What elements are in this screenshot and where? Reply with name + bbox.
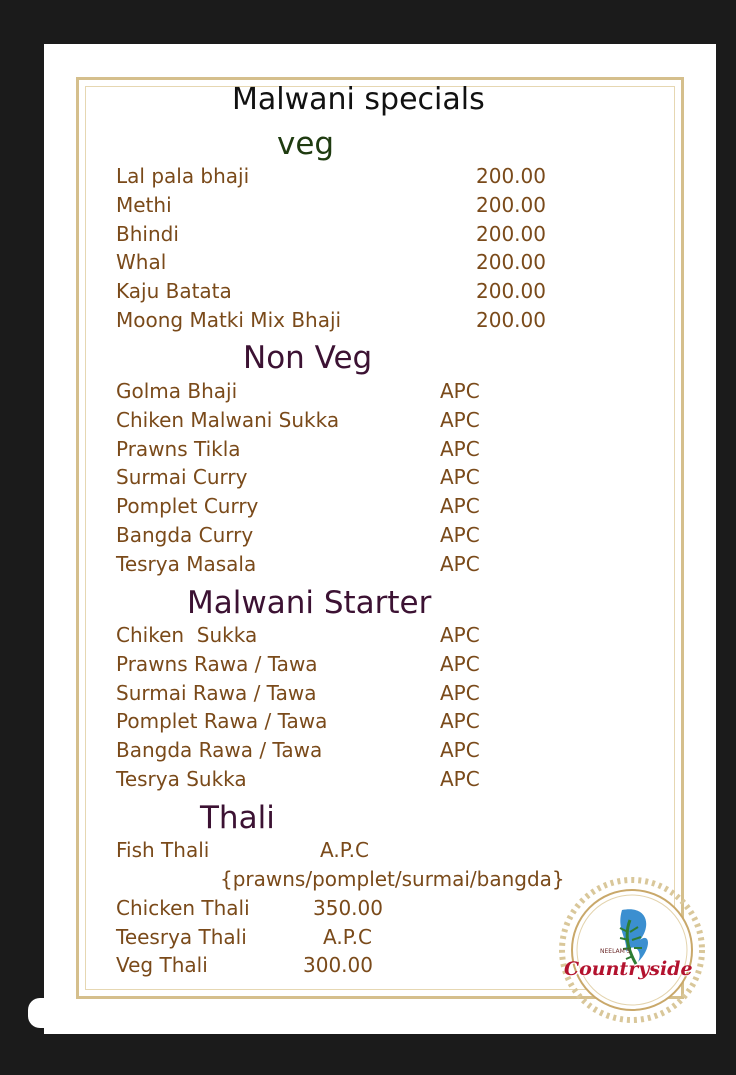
fish-thali-note: {prawns/pomplet/surmai/bangda} — [220, 867, 565, 891]
menu-item-price: 350.00 — [313, 896, 383, 920]
menu-item-name: Whal — [116, 250, 167, 274]
menu-item-name: Golma Bhaji — [116, 379, 238, 403]
menu-item-price: APC — [440, 681, 480, 705]
menu-item-price: A.P.C — [320, 838, 369, 862]
logo-small-text: NEELAM'S — [600, 948, 631, 955]
menu-item-price: APC — [440, 494, 480, 518]
menu-item-name: Fish Thali — [116, 838, 210, 862]
menu-item-price: 200.00 — [476, 308, 546, 332]
countryside-logo — [552, 870, 712, 1030]
menu-item-price: APC — [440, 523, 480, 547]
section-title-thali: Thali — [200, 800, 275, 836]
menu-item-name: Prawns Rawa / Tawa — [116, 652, 318, 676]
menu-item-name: Chiken Malwani Sukka — [116, 408, 340, 432]
logo-brand-text: Countryside — [564, 958, 693, 980]
menu-item-name: Chiken Sukka — [116, 623, 258, 647]
menu-item-price: APC — [440, 767, 480, 791]
menu-item-price: APC — [440, 709, 480, 733]
menu-item-name: Prawns Tikla — [116, 437, 241, 461]
menu-item-price: APC — [440, 652, 480, 676]
menu-item-price: APC — [440, 552, 480, 576]
menu-item-name: Tesrya Masala — [116, 552, 257, 576]
logo-emblem-icon — [552, 870, 712, 1030]
page-tab — [28, 998, 50, 1028]
menu-item-name: Pomplet Curry — [116, 494, 259, 518]
section-title-veg: veg — [277, 126, 335, 162]
menu-item-name: Moong Matki Mix Bhaji — [116, 308, 342, 332]
menu-title: Malwani specials — [232, 82, 485, 117]
menu-item-name: Bangda Curry — [116, 523, 254, 547]
menu-item-name: Pomplet Rawa / Tawa — [116, 709, 328, 733]
menu-item-name: Bangda Rawa / Tawa — [116, 738, 323, 762]
menu-item-name: Veg Thali — [116, 953, 208, 977]
menu-item-price: 300.00 — [303, 953, 373, 977]
menu-item-name: Teesrya Thali — [116, 925, 247, 949]
menu-item-name: Chicken Thali — [116, 896, 250, 920]
menu-item-price: 200.00 — [476, 193, 546, 217]
section-title-starter: Malwani Starter — [187, 585, 432, 621]
menu-item-name: Kaju Batata — [116, 279, 232, 303]
menu-item-name: Surmai Curry — [116, 465, 248, 489]
menu-item-name: Methi — [116, 193, 172, 217]
menu-item-name: Bhindi — [116, 222, 179, 246]
menu-item-price: APC — [440, 379, 480, 403]
menu-item-price: A.P.C — [323, 925, 372, 949]
menu-item-price: 200.00 — [476, 164, 546, 188]
menu-item-name: Surmai Rawa / Tawa — [116, 681, 317, 705]
section-title-nonveg: Non Veg — [243, 340, 373, 376]
menu-item-name: Tesrya Sukka — [116, 767, 247, 791]
menu-item-price: 200.00 — [476, 222, 546, 246]
menu-item-price: APC — [440, 623, 480, 647]
menu-item-price: APC — [440, 408, 480, 432]
menu-item-price: APC — [440, 437, 480, 461]
menu-item-price: 200.00 — [476, 279, 546, 303]
menu-item-price: 200.00 — [476, 250, 546, 274]
menu-item-price: APC — [440, 738, 480, 762]
menu-item-price: APC — [440, 465, 480, 489]
menu-item-name: Lal pala bhaji — [116, 164, 250, 188]
